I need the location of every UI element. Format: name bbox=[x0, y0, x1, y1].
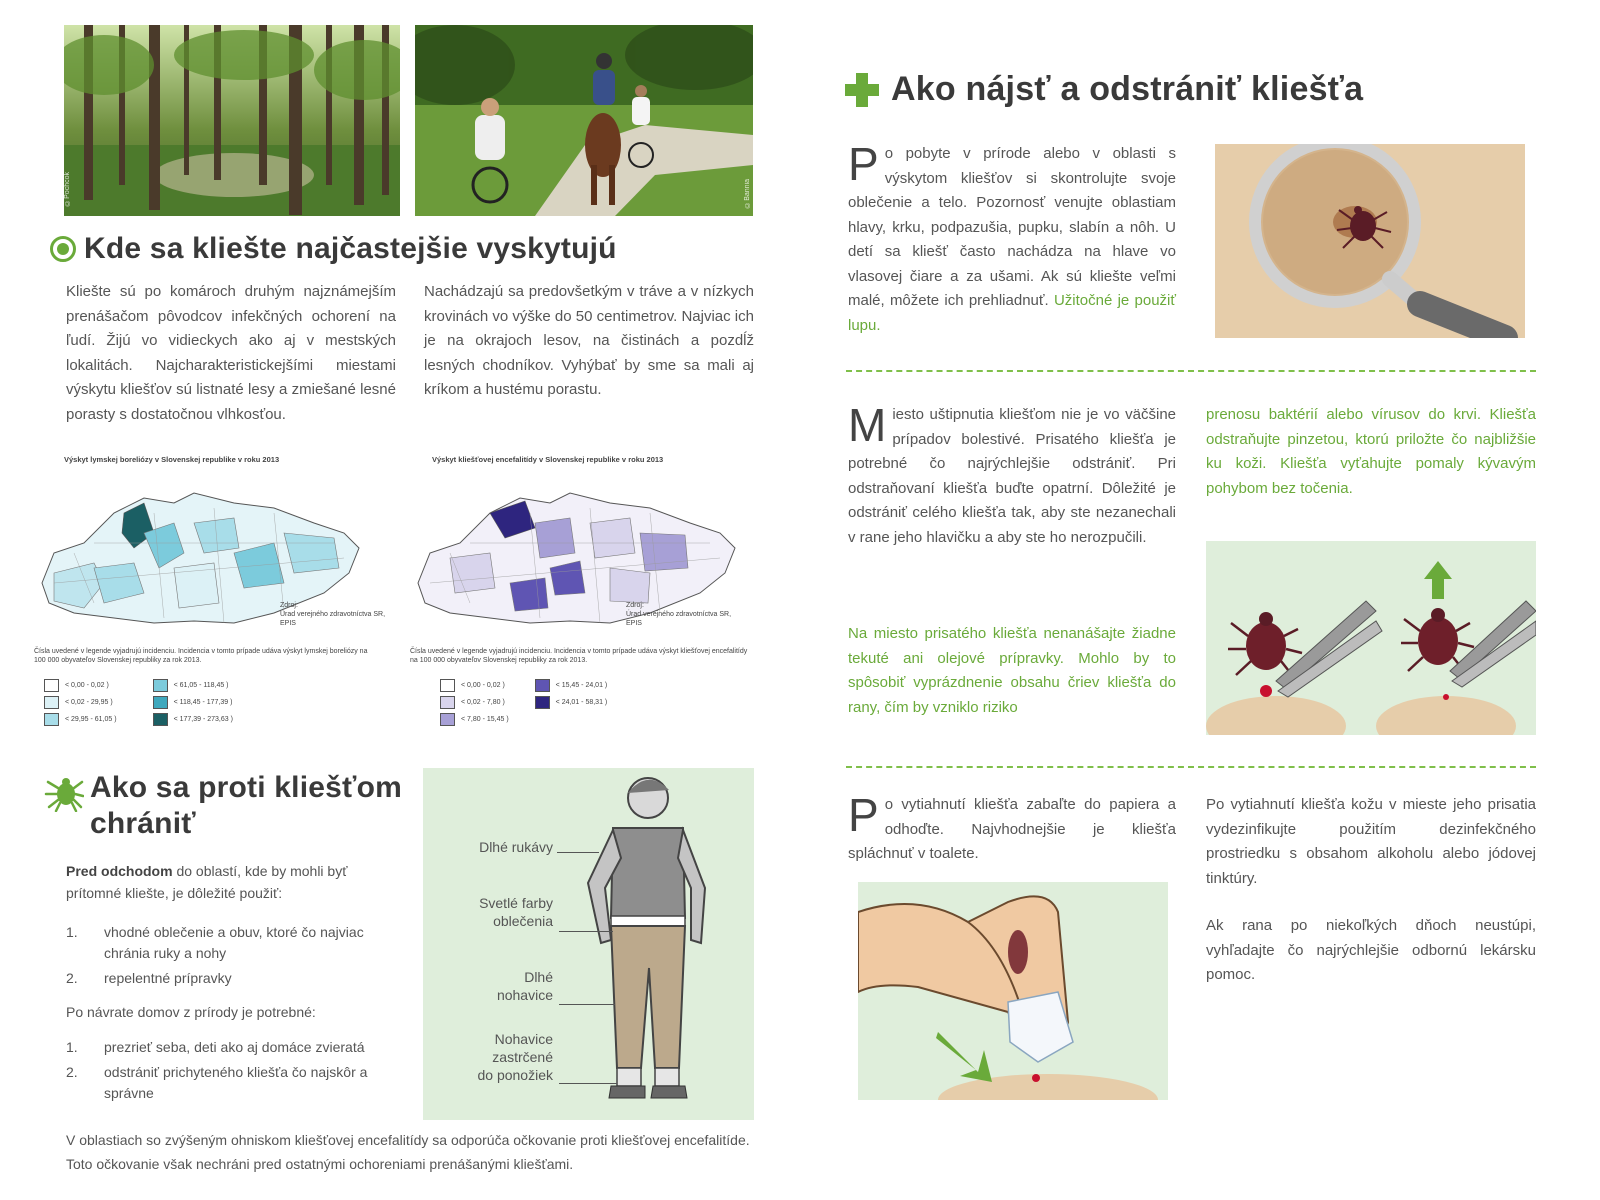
clothing-figure bbox=[423, 768, 754, 1120]
list-item: 2. odstrániť prichyteného kliešťa čo najskôr a správne bbox=[66, 1064, 368, 1101]
map-legend bbox=[44, 677, 233, 728]
tip-text: Užitočné je použiť lupu. bbox=[848, 292, 1176, 334]
right-heading bbox=[845, 70, 1363, 109]
section-title: chrániť bbox=[90, 807, 196, 840]
legend-item: < 0,00 - 0,02 ) bbox=[440, 677, 509, 694]
photo-credit: ©Bannia bbox=[744, 179, 751, 208]
disinfection-text: Po vytiahnutí kliešťa kožu v mieste jeho prisatia vydezinfikujte použitím dezinfekčného prostriedku s obsahom alkoholu alebo jódovej tinktúry. bbox=[1206, 796, 1536, 887]
tweezers-text: prenosu baktérií alebo vírusov do krvi. Kliešťa odstraňujte pinzetou, ktorú priložte čo najbližšie ku koži. Kliešťa vyťahujte pomaly kývavým pohybom bez točenia. bbox=[1206, 406, 1536, 497]
before-list bbox=[66, 922, 406, 989]
green-circle-icon bbox=[50, 236, 76, 262]
riders-photo bbox=[415, 25, 753, 216]
drop-cap: P bbox=[848, 789, 879, 841]
medical-help-text: Ak rana po niekoľkých dňoch neustúpi, vyhľadajte čo najrýchlejšie odbornú lekársku pomoc. bbox=[1206, 917, 1536, 983]
legend-item: < 177,39 - 273,63 ) bbox=[153, 711, 233, 728]
protection-text bbox=[66, 860, 406, 1108]
disposal-illustration bbox=[858, 882, 1168, 1100]
pointer-line bbox=[559, 1083, 617, 1084]
footer-note: V oblastiach so zvýšeným ohniskom kliešťovej encefalitídy sa odporúča očkovanie proti kliešťovej encefalitíde. Toto očkovanie však nechráni pred ostatnými ochoreniami prenášanými kliešťami. bbox=[66, 1132, 750, 1172]
legend-item: < 0,02 - 29,95 ) bbox=[44, 694, 117, 711]
map-note: Čísla uvedené v legende vyjadrujú incidenciu. Incidencia v tomto prípade udáva výskyt lymskej boreliózy na 100 000 obyvateľov Slovenskej republiky za rok 2013. bbox=[34, 648, 368, 664]
map-title: Výskyt lymskej boreliózy v Slovenskej republike v roku 2013 bbox=[64, 455, 280, 464]
map-legend bbox=[440, 677, 607, 728]
tick-icon bbox=[44, 772, 84, 812]
photo-credit: ©Pochcok bbox=[64, 172, 71, 206]
page-title: Ako nájsť a odstrániť kliešťa bbox=[891, 70, 1364, 108]
green-plus-icon bbox=[845, 73, 879, 107]
section-divider bbox=[846, 766, 1536, 768]
legend-item: < 29,95 - 61,05 ) bbox=[44, 711, 117, 728]
drop-cap: M bbox=[848, 399, 887, 451]
list-item: 2. repelentné prípravky bbox=[66, 970, 232, 986]
find-tick-text: Po pobyte v prírode alebo v oblasti s výskytom kliešťov si skontrolujte svoje oblečenie a telo. Pozornosť venujte oblastiam hlavy, krku, podpazušia, pupku, slabín a nôh. U detí sa kliešť často nachádza na hlave vo vlasovej čiare a za ušami. Ak sú kliešte veľmi malé, môžete ich prehliadnuť. Užitočné je použiť lupu. bbox=[848, 138, 1176, 334]
pointer-line bbox=[559, 1004, 615, 1005]
drop-cap: P bbox=[848, 138, 879, 190]
section-heading bbox=[50, 232, 617, 266]
map-title: Výskyt kliešťovej encefalitídy v Slovenskej republike v roku 2013 bbox=[432, 455, 664, 464]
tweezers-illustration bbox=[1206, 541, 1536, 735]
forest-photo bbox=[64, 25, 400, 216]
label-pants: Dlhé nohavice bbox=[496, 969, 553, 1003]
list-item: 1. prezrieť seba, deti ako aj domáce zvieratá bbox=[66, 1039, 365, 1055]
legend-item: < 15,45 - 24,01 ) bbox=[535, 677, 608, 694]
map-source: Zdroj: Úrad verejného zdravotníctva SR, EPIS bbox=[626, 602, 732, 627]
section-heading bbox=[44, 770, 402, 842]
map-source: Zdroj: Úrad verejného zdravotníctva SR, EPIS bbox=[280, 602, 386, 627]
label-sleeves: Dlhé rukávy bbox=[479, 839, 553, 855]
body-text: Nachádzajú sa predovšetkým v tráve a v nízkych krovinách vo výške do 50 centimetrov. Najviac ich je na okrajoch lesov, na čistinách a pozdĺž lesných chodníkov. Vyhýbať by sme sa mali aj kríkom a hustému porastu. bbox=[424, 283, 754, 398]
after-return-text: Po návrate domov z prírody je potrebné: bbox=[66, 1004, 316, 1020]
map-note: Čísla uvedené v legende vyjadrujú incidenciu. Incidencia v tomto prípade udáva výskyt kliešťovej encefalitídy na 100 000 obyvateľov Slovenskej republiky za rok 2013. bbox=[410, 648, 748, 664]
legend-item: < 0,00 - 0,02 ) bbox=[44, 677, 117, 694]
legend-item: < 61,05 - 118,45 ) bbox=[153, 677, 233, 694]
map-lyme-borreliosis bbox=[34, 455, 394, 745]
legend-item: < 118,45 - 177,39 ) bbox=[153, 694, 233, 711]
remove-tick-text: Miesto uštipnutia kliešťom nie je vo väčšine prípadov bolestivé. Prisatého kliešťa je potrebné čo najrýchlejšie odstrániť. Pri odstraňovaní kliešťa buďte opatrní. Dôležité je odstrániť celého kliešťa tak, aby ste nezanechali v rane jeho hlavičku a aby ste ho nerozpučili. bbox=[848, 399, 1176, 546]
map-tick-encephalitis bbox=[410, 455, 770, 745]
legend-item: < 0,02 - 7,80 ) bbox=[440, 694, 509, 711]
list-item: 1. vhodné oblečenie a obuv, ktoré čo najviac chránia ruky a nohy bbox=[66, 924, 364, 961]
warning-text: Na miesto prisatého kliešťa nenanášajte žiadne tekuté ani olejové prípravky. Mohlo by to spôsobiť vyprázdnenie obsahu čriev kliešťa do rany, čím by vzniklo riziko bbox=[848, 625, 1176, 716]
after-list bbox=[66, 1037, 406, 1104]
legend-item: < 24,01 - 58,31 ) bbox=[535, 694, 608, 711]
label-colors: Svetlé farby oblečenia bbox=[479, 895, 553, 929]
intro-paragraph: Pred odchodom do oblastí, kde by mohli byť prítomné kliešte, je dôležité použiť: bbox=[66, 863, 348, 901]
legend-item: < 7,80 - 15,45 ) bbox=[440, 711, 509, 728]
section-divider bbox=[846, 370, 1536, 372]
section-title: Kde sa kliešte najčastejšie vyskytujú bbox=[84, 232, 617, 265]
label-tucked: Nohavice zastrčené do ponožiek bbox=[477, 1031, 553, 1083]
pointer-line bbox=[559, 931, 613, 932]
magnifier-illustration bbox=[1215, 144, 1525, 338]
section-title: Ako sa proti kliešťom bbox=[90, 771, 402, 804]
disposal-text: Po vytiahnutí kliešťa zabaľte do papiera a odhoďte. Najvhodnejšie je kliešťa spláchnuť v toalete. bbox=[848, 789, 1176, 862]
pointer-line bbox=[557, 852, 599, 853]
body-text: Kliešte sú po komároch druhým najznámejším prenášačom pôvodcov infekčných ochorení na ľudí. Žijú vo vidieckych ako aj v mestských lokalitách. Najcharakteristickejšími miestami výskytu kliešťov sú listnaté lesy a zmiešané lesné porasty s dostatočnou vlhkosťou. bbox=[66, 283, 396, 423]
